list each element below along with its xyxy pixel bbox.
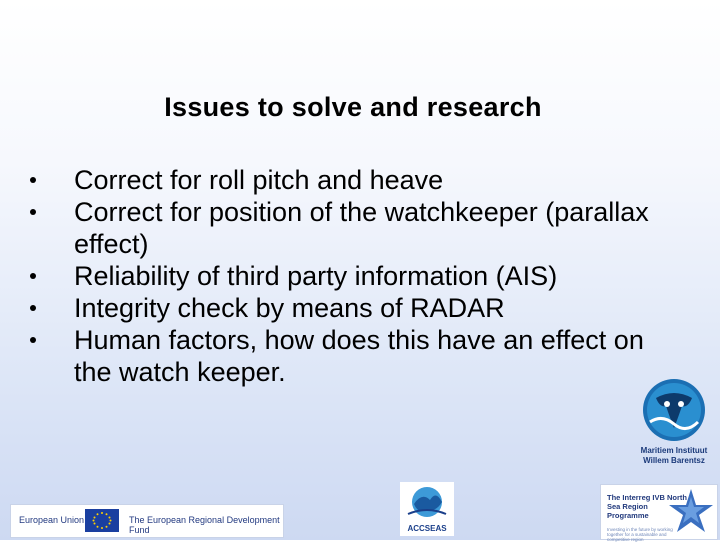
interreg-tagline: Investing in the future by working together for a sustainable and competitive region [607,527,673,542]
bullet-text: Correct for roll pitch and heave [74,165,444,195]
maritiem-line2: Willem Barentsz [643,456,705,465]
bullet-item [30,260,670,292]
slide-title: Issues to solve and research [164,92,542,122]
interreg-label: The Interreg IVB North Sea Region Programme [607,493,688,520]
maritiem-line1: Maritiem Instituut [640,446,708,455]
bullet-item [30,292,670,324]
bullet-item [30,196,670,260]
maritiem-logo-icon [642,378,706,442]
eu-label: European Union [19,515,85,525]
bullet-text: Human factors, how does this have an effect on the watch keeper. [74,325,644,387]
bullet-text: Integrity check by means of RADAR [74,293,505,323]
starfish-icon [667,487,715,535]
bullet-text: Reliability of third party information (AIS) [74,261,558,291]
bullet-dot-icon [30,209,36,215]
bullet-item [30,324,670,388]
eu-funding-banner [10,504,284,538]
interreg-logo [600,484,718,540]
bullet-dot-icon [30,273,36,279]
accseas-label: ACCSEAS [407,524,447,533]
bullet-item [30,164,670,196]
bullet-text: Correct for position of the watchkeeper (parallax effect) [74,197,649,259]
eu-flag-icon [85,509,119,532]
bullet-dot-icon [30,337,36,343]
bullet-dot-icon [30,305,36,311]
erdf-label: The European Regional Development Fund [129,515,280,535]
bullet-dot-icon [30,177,36,183]
bullet-list [30,164,670,388]
maritiem-logo-text [630,446,718,466]
